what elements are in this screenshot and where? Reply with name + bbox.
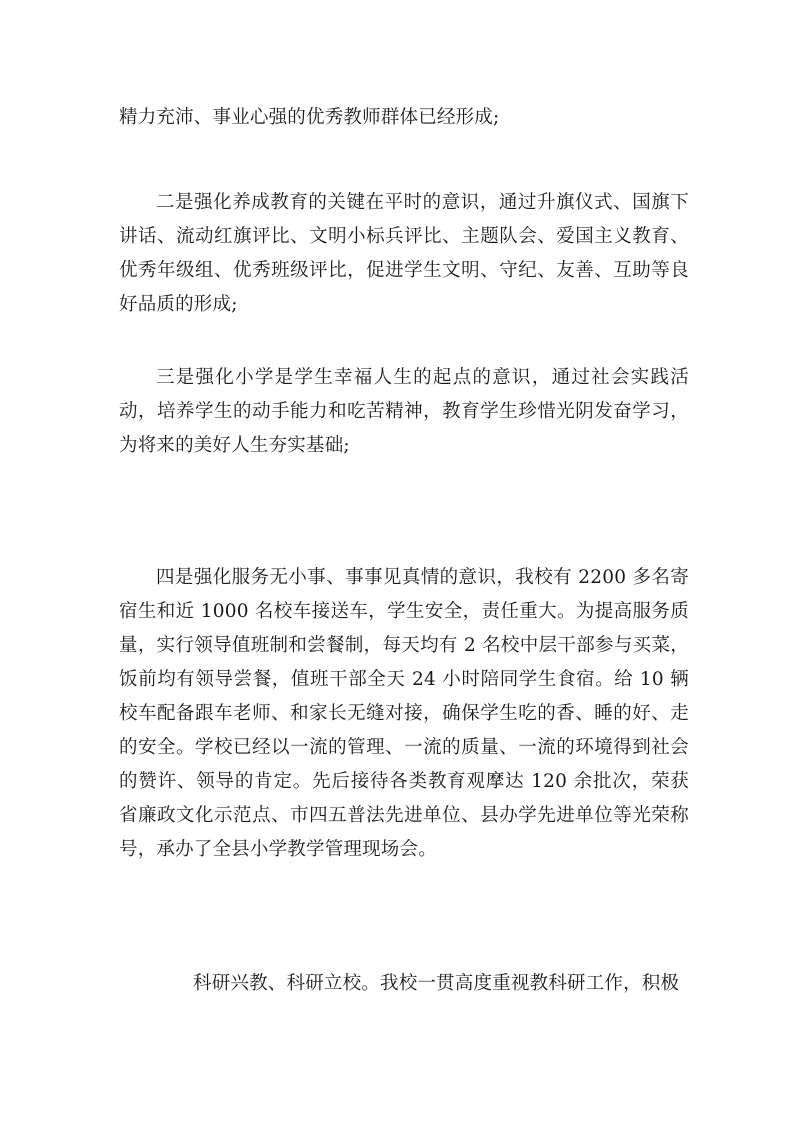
- paragraph-teacher-group: 精力充沛、事业心强的优秀教师群体已经形成;: [119, 107, 500, 128]
- paragraph-research: 科研兴教、科研立校。我校一贯高度重视教科研工作，积极: [193, 973, 680, 994]
- paragraph-happy-life-start: 三是强化小学是学生幸福人生的起点的意识，通过社会实践活动，培养学生的动手能力和吃苦精神，教育学生珍惜光阴发奋学习，为将来的美好人生夯实基础;: [119, 367, 689, 456]
- paragraph-service-details: 四是强化服务无小事、事事见真情的意识，我校有 2200 多名寄宿生和近 1000 名校车接送车，学生安全，责任重大。为提高服务质量，实行领导值班制和尝餐制，每天均有 2 名校中层干部参与买菜，饭前均有领导尝餐，值班干部全天 24 小时陪同学生食宿。给 10 辆校车配备跟车老师、和家长无缝对接，确保学生吃的香、睡的好、走的安全。学校已经以一流的管理、一流的质量、一流的环境得到社会的赞许、领导的肯定。先后接待各类教育观摩达 120 余批次，荣获省廉政文化示范点、市四五普法先进单位、县办学先进单位等光荣称号，承办了全县小学教学管理现场会。: [119, 567, 689, 860]
- paragraph-habit-education: 二是强化养成教育的关键在平时的意识，通过升旗仪式、国旗下讲话、流动红旗评比、文明小标兵评比、主题队会、爱国主义教育、优秀年级组、优秀班级评比，促进学生文明、守纪、友善、互助等良好品质的形成;: [119, 192, 689, 315]
